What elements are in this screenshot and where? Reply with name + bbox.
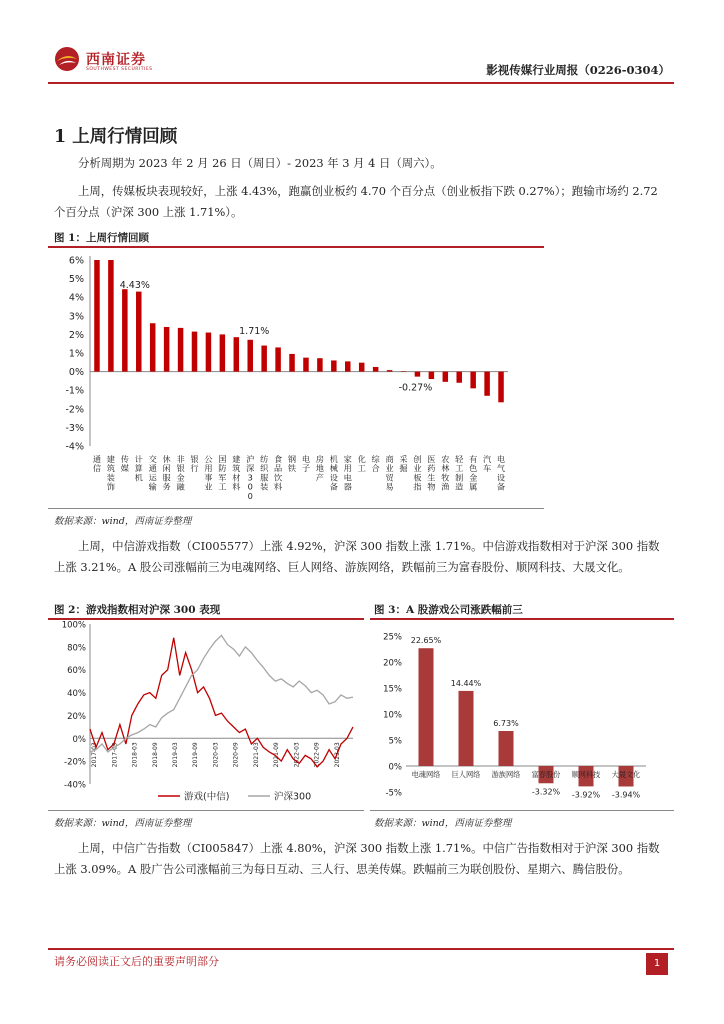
x-tick-label: 沪深 3 0 0 bbox=[246, 454, 255, 501]
series-line-hs300 bbox=[90, 635, 353, 752]
x-tick-label: 2017-03 bbox=[91, 742, 99, 768]
x-tick-label: 计算机 bbox=[134, 454, 143, 483]
x-tick-label: 2022-03 bbox=[293, 742, 301, 768]
report-title: 影视传媒行业周报（0226-0304） bbox=[486, 63, 670, 77]
x-tick-label: 2021-03 bbox=[252, 742, 260, 768]
y-tick-label: 20% bbox=[67, 711, 86, 722]
data-label: 22.65% bbox=[410, 636, 442, 646]
bar bbox=[317, 358, 323, 371]
bar bbox=[220, 334, 226, 371]
bar bbox=[164, 327, 170, 372]
figure-1-bar-chart bbox=[48, 250, 544, 508]
figure-3-bar-chart bbox=[370, 620, 674, 810]
paragraph-game-index: 上周，中信游戏指数（CI005577）上涨 4.92%，沪深 300 指数上涨 1.71%。中信游戏指数相对于沪深 300 指数上涨 3.21%。A 股公司涨幅前三为电魂网络、巨人网络、游族网络，跌幅前三为富春股份、顺网科技、大晟文化。 bbox=[54, 539, 660, 574]
y-tick-label: -5% bbox=[385, 788, 402, 799]
figure-1-top-rule bbox=[48, 246, 544, 248]
y-tick-label: 6% bbox=[68, 255, 84, 267]
bar bbox=[289, 354, 295, 372]
y-tick-label: 5% bbox=[68, 274, 84, 286]
footer-disclaimer: 请务必阅读正文后的重要声明部分 bbox=[54, 955, 219, 968]
y-tick-label: 80% bbox=[67, 643, 86, 654]
x-tick-label: 纺织服装 bbox=[260, 454, 269, 492]
bar bbox=[275, 347, 281, 371]
figure-1-title: 图 1：上周行情回顾 bbox=[54, 232, 149, 244]
x-tick-label: 汽车 bbox=[482, 454, 492, 474]
data-label: -3.94% bbox=[611, 790, 641, 800]
bar bbox=[373, 367, 379, 372]
data-label: -3.32% bbox=[531, 787, 561, 797]
x-tick-label: 食品饮料 bbox=[273, 454, 283, 492]
bar bbox=[443, 372, 449, 382]
x-tick-label: 2020-03 bbox=[212, 742, 220, 768]
figure-3-source: 数据来源：wind，西南证券整理 bbox=[374, 818, 512, 829]
paragraph-period: 分析周期为 2023 年 2 月 26 日（周日）- 2023 年 3 月 4 日（周六）。 bbox=[78, 156, 442, 170]
brand-logo-subtext: SOUTHWEST SECURITIES bbox=[86, 67, 153, 72]
x-tick-label: 2017-09 bbox=[111, 742, 119, 768]
y-tick-label: 40% bbox=[67, 689, 86, 700]
x-tick-label: 巨人网络 bbox=[451, 770, 481, 779]
footer-divider bbox=[48, 948, 674, 950]
x-tick-label: 休闲服务 bbox=[162, 454, 171, 492]
y-tick-label: 10% bbox=[383, 710, 402, 721]
bar bbox=[345, 361, 351, 371]
y-tick-label: -4% bbox=[65, 441, 84, 453]
x-tick-label: 银行 bbox=[190, 454, 199, 474]
y-tick-label: -40% bbox=[64, 780, 86, 791]
legend-label: 沪深300 bbox=[274, 791, 312, 803]
bar bbox=[178, 328, 184, 372]
bar bbox=[108, 260, 114, 372]
x-tick-label: 2023-03 bbox=[333, 742, 341, 768]
figure-2-source: 数据来源：wind，西南证券整理 bbox=[54, 818, 192, 829]
bar bbox=[261, 346, 267, 372]
figure-2-title: 图 2：游戏指数相对沪深 300 表现 bbox=[54, 604, 221, 616]
x-tick-label: 采掘 bbox=[399, 454, 408, 474]
y-tick-label: 5% bbox=[388, 736, 402, 747]
section-heading: 1 上周行情回顾 bbox=[54, 127, 178, 147]
brand-logo-icon bbox=[54, 46, 80, 72]
x-tick-label: 2018-03 bbox=[131, 742, 139, 768]
x-tick-label: 传媒 bbox=[120, 454, 129, 474]
y-tick-label: 0% bbox=[388, 762, 402, 773]
data-label: 1.71% bbox=[239, 325, 270, 337]
x-tick-label: 农林牧渔 bbox=[441, 454, 450, 492]
x-tick-label: 建筑装饰 bbox=[106, 454, 116, 492]
y-tick-label: 1% bbox=[68, 348, 84, 360]
y-tick-label: -1% bbox=[65, 385, 84, 397]
data-label: 6.73% bbox=[493, 719, 519, 729]
legend-label: 游戏(中信) bbox=[184, 791, 230, 803]
y-tick-label: 4% bbox=[68, 292, 84, 304]
x-tick-label: 2018-09 bbox=[151, 742, 159, 768]
y-tick-label: 3% bbox=[68, 311, 84, 323]
data-label: 4.43% bbox=[119, 280, 150, 291]
bar bbox=[499, 731, 514, 766]
y-tick-label: 20% bbox=[383, 658, 402, 669]
data-label: 14.44% bbox=[450, 678, 482, 688]
y-tick-label: 2% bbox=[68, 329, 84, 341]
x-tick-label: 化工 bbox=[357, 454, 366, 474]
bar bbox=[387, 370, 393, 371]
bar bbox=[303, 358, 309, 372]
y-tick-label: -2% bbox=[65, 404, 84, 416]
bar bbox=[359, 363, 365, 372]
bar bbox=[331, 360, 337, 371]
y-tick-label: 0% bbox=[68, 367, 84, 379]
figure-1-bottom-rule bbox=[48, 508, 544, 509]
x-tick-label: 交通运输 bbox=[148, 454, 157, 492]
x-tick-label: 电魂网络 bbox=[411, 770, 441, 779]
figure-2-bottom-rule bbox=[48, 810, 364, 811]
x-tick-label: 综合 bbox=[371, 454, 380, 474]
bar bbox=[234, 337, 240, 371]
x-tick-label: 2019-03 bbox=[171, 742, 179, 768]
bar bbox=[498, 372, 504, 403]
x-tick-label: 2022-09 bbox=[313, 742, 321, 768]
y-tick-label: 15% bbox=[383, 684, 402, 695]
y-tick-label: -3% bbox=[65, 422, 84, 434]
x-tick-label: 游族网络 bbox=[491, 770, 521, 779]
x-tick-label: 轻工制造 bbox=[455, 454, 464, 492]
x-tick-label: 国防军工 bbox=[218, 454, 227, 492]
paragraph-ad-index: 上周，中信广告指数（CI005847）上涨 4.80%，沪深 300 指数上涨 1.71%。中信广告指数相对于沪深 300 指数上涨 3.09%。A 股广告公司涨幅前三为每日互动、三人行、思美传媒。跌幅前三为联创股份、星期六、腾信股份。 bbox=[54, 841, 660, 876]
x-tick-label: 钢铁 bbox=[287, 454, 297, 474]
x-tick-label: 通信 bbox=[92, 454, 102, 474]
bar bbox=[122, 289, 128, 371]
figure-2-line-chart bbox=[48, 620, 364, 810]
x-tick-label: 2020-09 bbox=[232, 742, 240, 768]
x-tick-label: 创业板指 bbox=[413, 454, 422, 492]
bar bbox=[192, 332, 198, 372]
y-tick-label: 25% bbox=[383, 632, 402, 643]
x-tick-label: 富春股份 bbox=[531, 770, 561, 779]
figure-3-title: 图 3：A 股游戏公司涨跌幅前三 bbox=[374, 604, 523, 616]
data-label: -0.27% bbox=[398, 382, 433, 394]
bar bbox=[484, 372, 490, 396]
bar bbox=[94, 260, 100, 372]
bar bbox=[429, 372, 435, 379]
brand-logo-text: 西南证券 bbox=[86, 52, 146, 68]
x-tick-label: 房地产 bbox=[315, 454, 325, 483]
x-tick-label: 大晟文化 bbox=[611, 770, 641, 779]
x-tick-label: 家用电器 bbox=[343, 454, 352, 492]
x-tick-label: 电子 bbox=[301, 454, 311, 474]
x-tick-label: 建筑材料 bbox=[232, 454, 241, 492]
x-tick-label: 电气设备 bbox=[496, 454, 506, 492]
bar bbox=[470, 372, 476, 389]
y-tick-label: 100% bbox=[61, 620, 86, 631]
x-tick-label: 2019-09 bbox=[192, 742, 200, 768]
y-tick-label: 0% bbox=[72, 734, 86, 745]
page-number: 1 bbox=[646, 953, 668, 975]
x-tick-label: 机械设备 bbox=[329, 454, 338, 492]
header-divider bbox=[48, 82, 674, 84]
figure-3-bottom-rule bbox=[370, 810, 674, 811]
bar bbox=[459, 691, 474, 766]
bar bbox=[415, 372, 421, 377]
bar bbox=[206, 333, 212, 372]
x-tick-label: 公用事业 bbox=[204, 454, 213, 492]
paragraph-market: 上周，传媒板块表现较好，上涨 4.43%，跑赢创业板约 4.70 个百分点（创业板指下跌 0.27%）；跑输市场约 2.72 个百分点（沪深 300 上涨 1.71%）。 bbox=[54, 184, 658, 219]
x-tick-label: 有色金属 bbox=[469, 454, 478, 492]
y-tick-label: 60% bbox=[67, 666, 86, 677]
y-tick-label: -20% bbox=[64, 757, 86, 768]
bar bbox=[136, 292, 142, 372]
data-label: -3.92% bbox=[571, 790, 601, 800]
x-tick-label: 医药生物 bbox=[427, 454, 436, 492]
bar bbox=[150, 323, 156, 371]
x-tick-label: 非银金融 bbox=[176, 454, 185, 492]
bar bbox=[419, 648, 434, 766]
bar bbox=[456, 372, 462, 383]
x-tick-label: 2021-09 bbox=[273, 742, 281, 768]
figure-1-source: 数据来源：wind，西南证券整理 bbox=[54, 516, 192, 527]
x-tick-label: 顺网科技 bbox=[571, 770, 601, 779]
x-tick-label: 商业贸易 bbox=[385, 454, 394, 492]
bar bbox=[401, 371, 407, 372]
bar bbox=[247, 340, 253, 372]
